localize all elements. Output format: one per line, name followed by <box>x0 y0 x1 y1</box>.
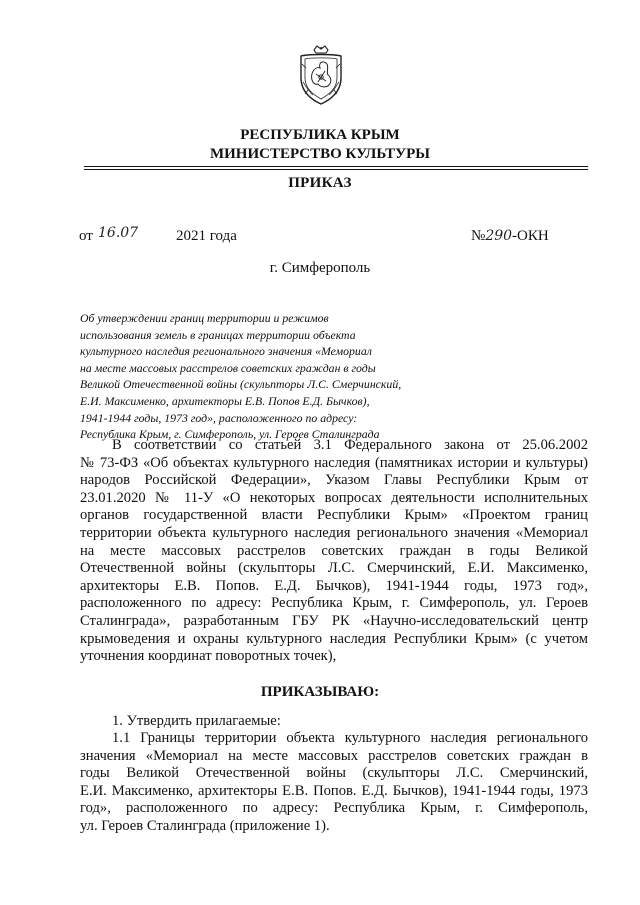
item-1-1-line: год», расположенного по адресу: Республика Крым, г. Симферополь, <box>80 800 588 817</box>
preamble-line: Сталинграда», разработанным ГБУ РК «Научно-исследовательский центр <box>80 612 588 629</box>
item-1-1-line: ул. Героев Сталинграда (приложение 1). <box>80 817 330 834</box>
preamble-line: уточнения координат поворотных точек), <box>80 648 337 665</box>
subject-line: на месте массовых расстрелов советских граждан в годы <box>80 360 376 375</box>
republic-title: РЕСПУБЛИКА КРЫМ <box>240 127 400 143</box>
date-prefix: от <box>79 228 93 244</box>
header-divider-thin <box>84 169 588 170</box>
order-date <box>79 225 237 245</box>
preamble-line: В соответствии со статьей 3.1 Федерального закона от 25.06.2002 <box>112 437 588 453</box>
preamble-line: Отечественной войны (скульпторы Л.С. Смерчинский, Е.И. Максименко, <box>80 560 588 577</box>
subject-block <box>80 310 400 443</box>
preamble-paragraph <box>80 437 588 666</box>
number-handwritten: 290 <box>485 228 513 244</box>
subject-line: 1941-1944 годы, 1973 год», расположенного по адресу: <box>80 410 358 425</box>
item-1-1-line: Е.И. Максименко, архитекторы Е.В. Попов. Е.Д. Бычков), 1941-1944 годы, 1973 <box>80 782 588 799</box>
preamble-line: № 73-ФЗ «Об объектах культурного наследия (памятниках истории и культуры) <box>80 454 588 471</box>
preamble-line: народов Российской Федерации», Указом Главы Республики Крым от <box>80 472 588 489</box>
preamble-line: 23.01.2020 № 11-У «О некоторых вопросах деятельности исполнительных <box>80 489 588 506</box>
subject-line: Великой Отечественной войны (скульпторы Л.С. Смерчинский, <box>80 377 402 392</box>
subject-line: Е.И. Максименко, архитекторы Е.В. Попов Е.Д. Бычков), <box>80 393 370 408</box>
preamble-line: территории объекта культурного наследия регионального значения «Мемориал <box>80 524 588 541</box>
order-number <box>471 228 549 245</box>
item-1-1-paragraph <box>80 730 588 836</box>
header-divider-thick <box>84 166 588 167</box>
subject-line: использования земель в границах территории объекта <box>80 327 356 342</box>
subject-line: Об утверждении границ территории и режимов <box>80 311 329 325</box>
item-1: 1. Утвердить прилагаемые: <box>112 713 281 729</box>
date-handwritten: 16.07 <box>98 225 139 241</box>
date-year: 2021 года <box>176 228 237 244</box>
city: г. Симферополь <box>269 260 371 276</box>
preamble-line: архитекторы Е.В. Попов. Е.Д. Бычков), 1941-1944 годы, 1973 год», <box>80 577 588 594</box>
preamble-line: расположенного по адресу: Республика Крым, г. Симферополь, ул. Героев <box>80 595 588 612</box>
item-1-1-line: значения «Мемориал на месте массовых расстрелов советских граждан в <box>80 747 588 764</box>
subject-line: Республика Крым, г. Симферополь, ул. Героев Сталинграда <box>80 427 380 442</box>
item-1-1-line: 1.1 Границы территории объекта культурного наследия регионального <box>112 730 588 746</box>
number-prefix: № <box>471 228 486 244</box>
decree-heading: ПРИКАЗЫВАЮ: <box>260 684 380 700</box>
ministry-title: МИНИСТЕРСТВО КУЛЬТУРЫ <box>209 146 431 162</box>
preamble-line: на месте массовых расстрелов советских граждан в годы Великой <box>80 542 588 559</box>
subject-line: культурного наследия регионального значения «Мемориал <box>80 344 372 359</box>
order-title: ПРИКАЗ <box>288 175 352 191</box>
number-suffix: -ОКН <box>512 228 549 244</box>
preamble-line: органов государственной власти Республики Крым» «Проектом границ <box>80 507 588 524</box>
item-1-1-line: годы Великой Отечественной войны (скульпторы Л.С. Смерчинский, <box>80 765 588 782</box>
preamble-line: крымоведения и охраны культурного наследия Республики Крым» (с учетом <box>80 630 588 647</box>
crimea-coat-of-arms-icon <box>296 44 346 106</box>
